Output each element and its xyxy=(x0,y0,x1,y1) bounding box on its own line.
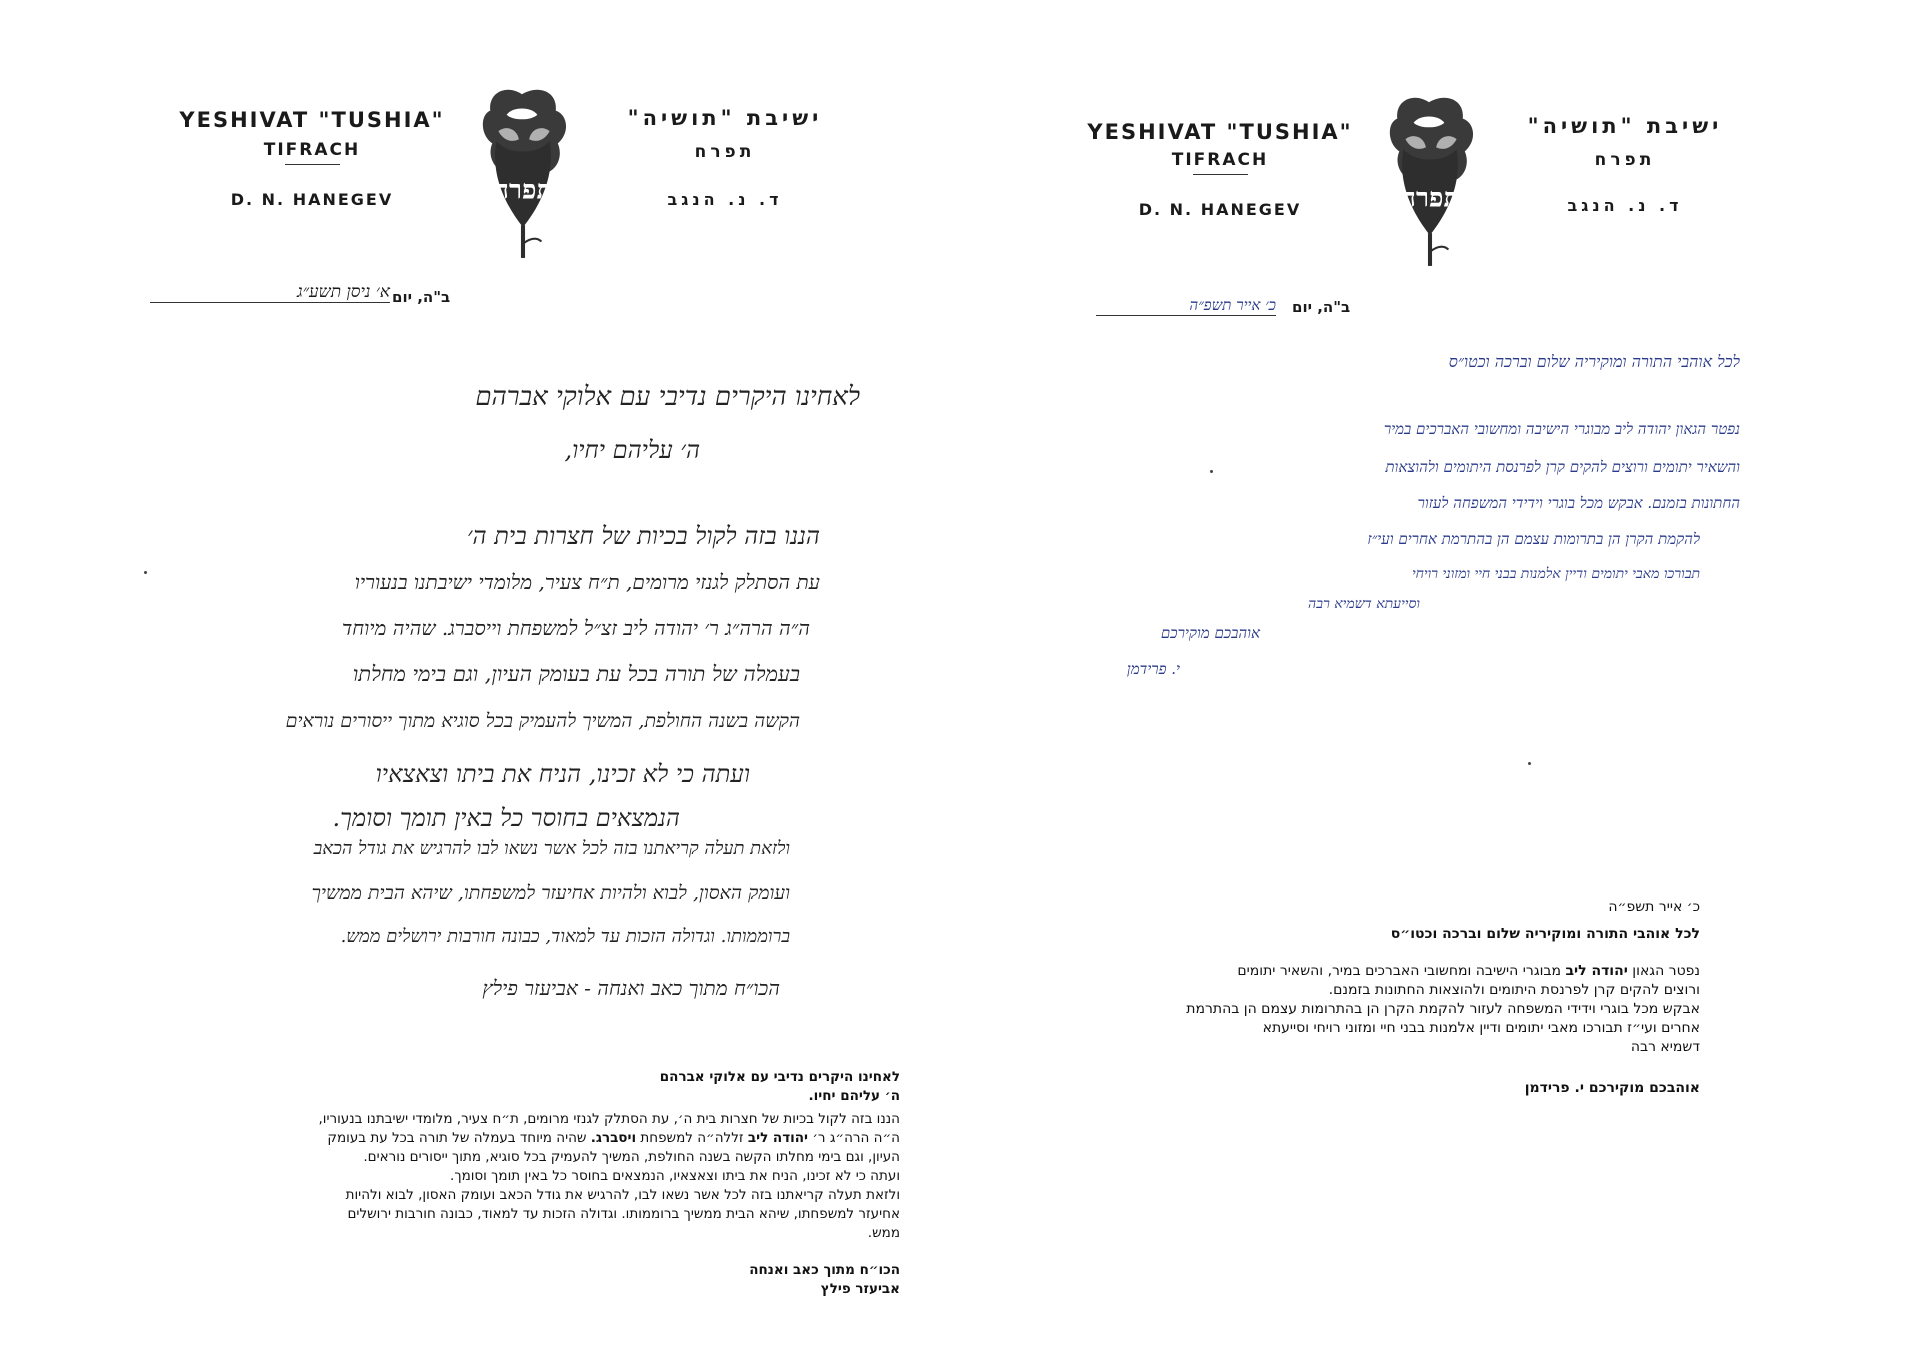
letterhead-address-he: ד. נ. הנגב xyxy=(1567,196,1683,215)
handwritten-line: הנמצאים בחוסר כל באין תומך וסומך. xyxy=(332,804,680,832)
letterhead-divider-en xyxy=(285,164,340,165)
date-handwritten: א׳ ניסן תשע״ג xyxy=(150,282,390,303)
handwritten-line: וסייעתא דשמיא רבה xyxy=(1308,596,1420,612)
letterhead-name-he: ישיבת "תושיה" xyxy=(1527,114,1723,138)
handwritten-line: והשאיר יתומים ורוצים להקים קרן לפרנסת היתומים ולהוצאות xyxy=(1385,458,1740,476)
typed-line: אחרים ועי״ז תבורכו מאבי יתומים ודיין אלמנות בבני חיי ומזוני רויחי וסייעתא xyxy=(1262,1020,1700,1036)
handwritten-line: ועומק האסון, לבוא ולהיות אחיעזר למשפחתו, שיהא הבית ממשיך xyxy=(311,882,790,904)
handwritten-line: החתונות בזמנם. אבקש מכל בוגרי וידידי המשפחה לעזור xyxy=(1417,494,1740,512)
scan-speck xyxy=(144,571,147,574)
rose-logo-icon xyxy=(475,84,571,260)
date-label: ב"ה, יום xyxy=(1292,298,1351,316)
date-handwritten: כ׳ אייר תשפ״ה xyxy=(1096,296,1276,316)
handwritten-signature: י. פרידמן xyxy=(1126,660,1180,678)
handwritten-line: אוהבכם מוקירכם xyxy=(1160,624,1260,642)
letter-left xyxy=(130,0,900,1357)
typed-transcript-left xyxy=(140,1068,900,1299)
typed-signature: אביעזר פילץ xyxy=(820,1281,900,1297)
letterhead-place-he: תפרח xyxy=(1594,150,1656,170)
letter-right xyxy=(1060,0,1780,1357)
scan-speck xyxy=(1210,470,1213,473)
typed-line: נפטר הגאון יהודה ליב מבוגרי הישיבה ומחשובי האברכים במיר, והשאיר יתומים xyxy=(1237,963,1700,979)
letterhead-address-en: D. N. HANEGEV xyxy=(230,190,394,209)
typed-greeting: לאחינו היקרים נדיבי עם אלוקי אברהם xyxy=(659,1069,900,1085)
handwritten-line: הקשה בשנה החולפת, המשיך להעמיק בכל סוגיא מתוך ייסורים נוראים xyxy=(285,710,800,732)
date-label: ב"ה, יום xyxy=(392,288,451,306)
typed-line: ממש. xyxy=(867,1225,900,1241)
typed-closing: אוהבכם מוקירכם י. פרידמן xyxy=(1524,1080,1700,1096)
handwritten-line: ה״ה הרה״ג ר׳ יהודה ליב זצ״ל למשפחת וייסברג. שהיה מיוחד xyxy=(341,616,810,640)
handwritten-signature: הכו״ח מתוך כאב ואנחה - אביעזר פילץ xyxy=(482,976,780,1000)
handwritten-line: לאחינו היקרים נדיבי עם אלוקי אברהם xyxy=(475,382,860,412)
typed-line: העיון, וגם בימי מחלתו הקשה בשנה החולפת, המשיך להעמיק בכל סוגיא, מתוך ייסורים נוראים. xyxy=(363,1149,900,1165)
letterhead-name-en: YESHIVAT "TUSHIA" xyxy=(1087,120,1353,144)
letterhead-address-he: ד. נ. הנגב xyxy=(667,190,783,209)
typed-line: ה״ה הרה״ג ר׳ יהודה ליב זללה״ה למשפחת ויסברג. שהיה מיוחד בעמלה של תורה בכל עת בעומק xyxy=(327,1130,900,1146)
letterhead-name-he: ישיבת "תושיה" xyxy=(627,106,823,130)
handwritten-line: תבורכו מאבי יתומים ודיין אלמנות בבני חיי ומזוני רויחי xyxy=(1411,566,1700,582)
typed-line: אחיעזר למשפחתו, שיהא הבית ממשיך ברוממותו. וגדולה הזכות עד למאוד, כבונה חורבות ירושלים xyxy=(347,1206,900,1222)
handwritten-line: ולזאת תעלה קריאתנו בזה לכל אשר נשאו לבו להרגיש את גודל הכאב xyxy=(313,838,790,859)
handwritten-line: עת הסתלק לגנזי מרומים, ת״ח צעיר, מלומדי ישיבתנו בנעוריו xyxy=(354,570,820,594)
typed-greeting-2: ה׳ עליהם יחיו. xyxy=(808,1088,900,1104)
typed-line: ורוצים להקים קרן לפרנסת היתומים ולהוצאות החתונות בזמנם. xyxy=(1328,982,1700,998)
handwritten-line: ועתה כי לא זכינו, הניח את ביתו וצאצאיו xyxy=(375,760,750,788)
scan-speck xyxy=(1528,762,1531,765)
typed-line: ועתה כי לא זכינו, הניח את ביתו וצאצאיו, הנמצאים בחוסר כל באין תומך וסומך. xyxy=(450,1168,900,1184)
handwritten-line: נפטר הגאון יהודה ליב מבוגרי הישיבה ומחשובי האברכים במיר xyxy=(1383,420,1740,438)
letterhead-place-he: תפרח xyxy=(694,142,756,162)
letterhead-place-en: TIFRACH xyxy=(263,140,361,160)
typed-closing: הכו״ח מתוך כאב ואנחה xyxy=(749,1262,900,1278)
handwritten-line: הננו בזה לקול בכיות של חצרות בית ה׳ xyxy=(466,522,820,550)
typed-date: כ׳ אייר תשפ״ה xyxy=(1608,899,1700,915)
handwritten-line: בעמלה של תורה בכל עת בעומק העיון, וגם בימי מחלתו xyxy=(352,662,800,686)
handwritten-line: ה׳ עליהם יחיו, xyxy=(564,436,700,464)
handwritten-line: לכל אוהבי התורה ומוקיריה שלום וברכה וכטו״ס xyxy=(1448,352,1740,371)
handwritten-line: להקמת הקרן הן בתרומות עצמם הן בהתרמת אחרים ועי״ז xyxy=(1367,530,1700,548)
letterhead-name-en: YESHIVAT "TUSHIA" xyxy=(179,108,445,132)
typed-line: ולזאת תעלה קריאתנו בזה לכל אשר נשאו לבו, להרגיש את גודל הכאב ועומק האסון, לבוא ולהיות xyxy=(345,1187,900,1203)
rose-logo-icon xyxy=(1382,92,1478,268)
letterhead-divider-en xyxy=(1193,174,1248,175)
typed-line: הננו בזה לקול בכיות של חצרות בית ה׳, עת הסתלק לגנזי מרומים, ת״ח צעיר, מלומדי ישיבתנו בנעוריו, xyxy=(318,1111,900,1127)
typed-transcript-right xyxy=(1060,898,1700,1098)
letterhead-address-en: D. N. HANEGEV xyxy=(1138,200,1302,219)
typed-line: אבקש מכל בוגרי וידידי המשפחה לעזור להקמת הקרן הן בהתרומות עצמם הן בהתרמת xyxy=(1186,1001,1700,1017)
typed-line: דשמיא רבה xyxy=(1630,1039,1700,1055)
typed-greeting: לכל אוהבי התורה ומוקיריה שלום וברכה וכטו״ס xyxy=(1390,926,1700,942)
letterhead-place-en: TIFRACH xyxy=(1171,150,1269,170)
handwritten-line: ברוממותו. וגדולה הזכות עד למאוד, כבונה חורבות ירושלים ממש. xyxy=(340,926,790,947)
